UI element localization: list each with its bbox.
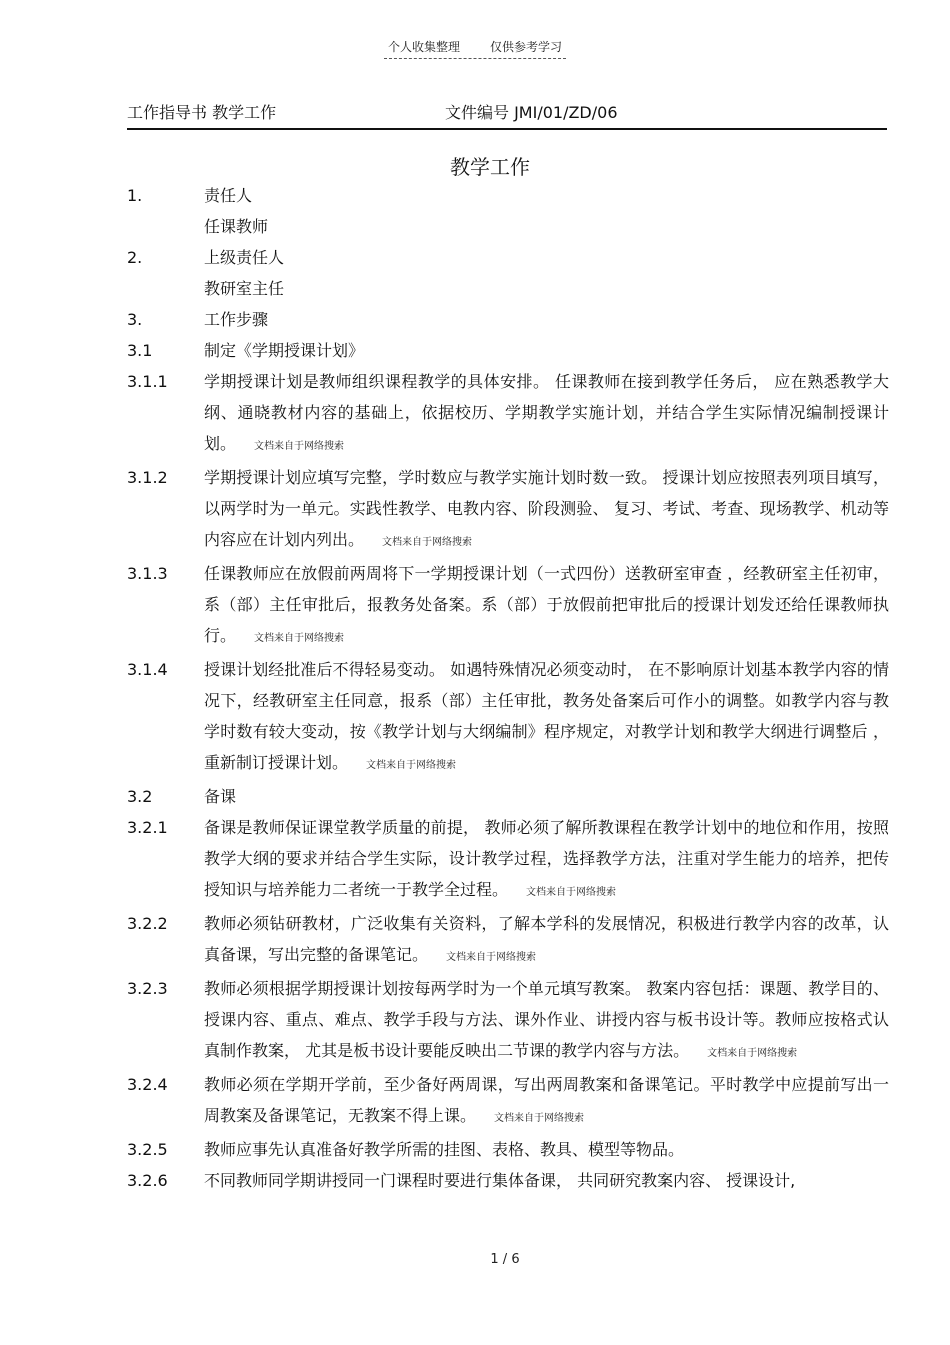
section-text (204, 781, 889, 812)
section-number: 3.1 (127, 341, 153, 360)
section-text-content: 制定《学期授课计划》 (204, 341, 365, 360)
section-text (204, 812, 889, 908)
section-number: 1. (127, 186, 143, 205)
section-text (204, 654, 889, 781)
section-item (127, 654, 889, 781)
section-number: 2. (127, 248, 143, 267)
section-text (204, 304, 889, 335)
section-item (127, 1069, 889, 1134)
document-body (127, 180, 889, 1196)
section-item (127, 908, 889, 973)
section-text (204, 366, 889, 462)
section-number: 3.1.4 (127, 660, 168, 679)
section-text-content: 任课教师应在放假前两周将下一学期授课计划（一式四份）送教研室审查 ，经教研室主任初审，系（部）主任审批后，报教务处备案。系（部）于放假前把审批后的授课计划发还给任课教师执行。 (204, 564, 889, 645)
section-text (204, 242, 889, 273)
section-text-content: 学期授课计划应填写完整，学时数应与教学实施计划时数一致。 授课计划应按照表列项目填写，以两学时为一单元。实践性教学、电教内容、阶段测验、 复习、考试、考查、现场教学、机动等内容应在计划内列出。 (204, 468, 889, 549)
section-text (204, 1165, 889, 1196)
section-number: 3.2.4 (127, 1075, 168, 1094)
section-text-content: 学期授课计划是教师组织课程教学的具体安排。 任课教师在接到教学任务后， 应在熟悉教学大纲、通晓教材内容的基础上，依据校历、学期教学实施计划，并结合学生实际情况编制授课计划。 (204, 372, 889, 453)
section-text (204, 335, 889, 366)
section-number: 3.2.6 (127, 1171, 168, 1190)
source-note: 文档来自于网络搜索 (494, 1113, 585, 1124)
section-item (127, 304, 889, 335)
section-text-content: 工作步骤 (204, 310, 269, 329)
section-text (204, 558, 889, 654)
section-text-content: 备课是教师保证课堂教学质量的前提， 教师必须了解所教课程在教学计划中的地位和作用，按照教学大纲的要求并结合学生实际，设计教学过程，选择教学方法，注重对学生能力的培养，把传授知识与培养能力二者统一于教学全过程。 (204, 818, 889, 899)
section-item (127, 1165, 889, 1196)
section-item (127, 812, 889, 908)
section-text (204, 273, 889, 304)
watermark-right: 仅供参考学习 (490, 40, 563, 54)
source-note: 文档来自于网络搜索 (382, 537, 473, 548)
source-note: 文档来自于网络搜索 (366, 760, 457, 771)
section-text-content: 授课计划经批准后不得轻易变动。 如遇特殊情况必须变动时， 在不影响原计划基本教学内容的情况下，经教研室主任同意，报系（部）主任审批，教务处备案后可作小的调整。如教学内容与教学时数有较大变动，按《教学计划与大纲编制》程序规定，对教学计划和教学大纲进行调整后 ，重新制订授课计划。 (204, 660, 889, 772)
header-doc-type: 工作指导书 教学工作 (127, 103, 277, 122)
section-number: 3.1.2 (127, 468, 168, 487)
section-text-content: 教研室主任 (204, 279, 285, 298)
section-text-content: 责任人 (204, 186, 253, 205)
source-note: 文档来自于网络搜索 (254, 441, 345, 452)
source-note: 文档来自于网络搜索 (254, 633, 345, 644)
section-item (127, 180, 889, 211)
section-text-content: 上级责任人 (204, 248, 285, 267)
section-text (204, 180, 889, 211)
section-item (127, 335, 889, 366)
section-item (127, 558, 889, 654)
section-item (127, 1134, 889, 1165)
section-text (204, 908, 889, 973)
header-doc-number: 文件编号 JMI/01/ZD/06 (445, 103, 618, 122)
section-item (127, 973, 889, 1069)
section-text-content: 教师必须在学期开学前，至少备好两周课，写出两周教案和备课笔记。平时教学中应提前写出一周教案及备课笔记，无教案不得上课。 (204, 1075, 889, 1125)
page-number: 1 / 6 (490, 1252, 520, 1267)
section-text-content: 备课 (204, 787, 237, 806)
section-number: 3.2.3 (127, 979, 168, 998)
section-text-content: 教师必须钻研教材，广泛收集有关资料，了解本学科的发展情况，积极进行教学内容的改革，认真备课，写出完整的备课笔记。 (204, 914, 889, 964)
section-number: 3.1.3 (127, 564, 168, 583)
document-header (127, 96, 887, 130)
section-number: 3.1.1 (127, 372, 168, 391)
section-item (127, 462, 889, 558)
section-item (127, 366, 889, 462)
section-number: 3.2.5 (127, 1140, 168, 1159)
section-text (204, 1069, 889, 1134)
section-text-content: 任课教师 (204, 217, 269, 236)
section-text (204, 1134, 889, 1165)
section-item (127, 211, 889, 242)
section-text-content: 教师应事先认真准备好教学所需的挂图、表格、教具、模型等物品。 (204, 1140, 685, 1159)
section-text (204, 211, 889, 242)
source-note: 文档来自于网络搜索 (526, 887, 617, 898)
document-title: 教学工作 (450, 155, 530, 179)
section-number: 3.2 (127, 787, 153, 806)
section-text (204, 973, 889, 1069)
section-number: 3.2.1 (127, 818, 168, 837)
section-text-content: 不同教师同学期讲授同一门课程时要进行集体备课， 共同研究教案内容、 授课设计, (204, 1171, 796, 1190)
source-note: 文档来自于网络搜索 (446, 952, 537, 963)
section-text-content: 教师必须根据学期授课计划按每两学时为一个单元填写教案。 教案内容包括：课题、教学目的、授课内容、重点、难点、教学手段与方法、课外作业、讲授内容与板书设计等。教师应按格式认真制作教案， 尤其是板书设计要能反映出二节课的教学内容与方法。 (204, 979, 889, 1060)
top-watermark (0, 38, 950, 59)
section-text (204, 462, 889, 558)
section-item (127, 781, 889, 812)
watermark-left: 个人收集整理 (387, 40, 460, 54)
source-note: 文档来自于网络搜索 (707, 1048, 798, 1059)
section-number: 3.2.2 (127, 914, 168, 933)
section-number: 3. (127, 310, 143, 329)
section-item (127, 242, 889, 273)
section-item (127, 273, 889, 304)
